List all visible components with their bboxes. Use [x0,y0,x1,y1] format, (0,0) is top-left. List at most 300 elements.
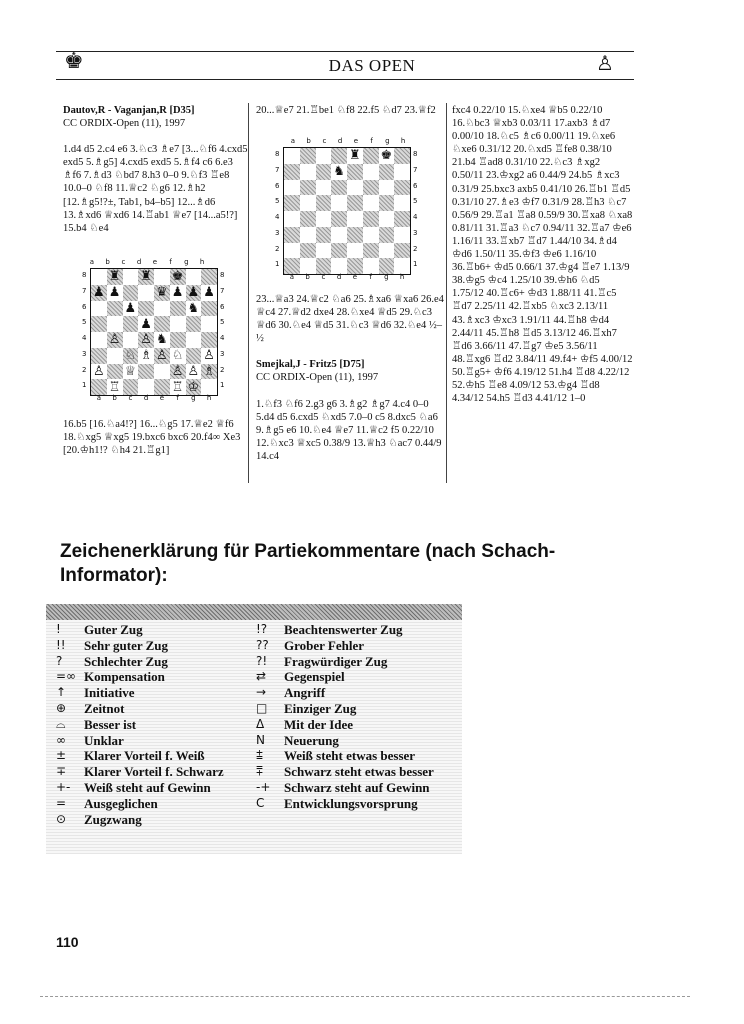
board-square [363,164,379,180]
board-square [186,269,202,285]
board-square: ♙ [186,364,202,380]
legend-symbol: C [256,795,265,810]
legend-symbol: ↑ [56,685,67,700]
board-file-label: c [322,137,327,145]
board-square [316,164,332,180]
board-square: ♜ [347,148,363,164]
board-square: ♙ [170,364,186,380]
board-square [284,243,300,259]
game2-header: Smejkal,J - Fritz5 [D75] [256,359,365,371]
legend-symbol: !! [56,637,66,652]
board-square [201,301,217,317]
board-square [107,316,123,332]
legend-label: Angriff [284,685,326,701]
board-square [347,243,363,259]
board2-files-bottom [284,273,410,281]
board-square [284,180,300,196]
board-file-label: e [152,258,158,266]
board-square [107,364,123,380]
legend-row [256,654,434,670]
legend-row [256,748,434,764]
board-square [379,258,395,274]
legend-header-bar [46,604,462,620]
board-square [91,332,107,348]
board-rank-label: 7 [220,286,225,295]
legend-label: Unklar [84,732,124,748]
board-rank-label: 4 [220,334,225,342]
board-file-label: f [169,258,172,266]
board-rank-label: 8 [220,271,225,279]
legend-label: Zeitnot [84,700,125,716]
board-square [394,164,410,180]
board-square [394,180,410,196]
board-square [123,285,139,301]
column-divider [248,103,249,483]
column-1 [63,104,248,235]
column-3 [452,104,634,405]
board-file-label: b [112,394,117,402]
legend-label: Initiative [84,685,135,701]
board-square [347,180,363,196]
legend-symbol: ⊙ [56,811,67,826]
column-divider [446,103,447,483]
board-square: ♖ [107,379,123,395]
board-square: ♟ [107,285,123,301]
board-square [394,243,410,259]
board-square [347,195,363,211]
legend-label: Schlechter Zug [84,653,168,669]
board-square [300,258,316,274]
board-square [154,269,170,285]
board-square [363,148,379,164]
board-rank-label: 4 [82,334,87,342]
board-square [123,269,139,285]
footer-rule [40,996,690,997]
legend-symbol: N [256,732,265,747]
board-square [186,348,202,364]
legend-label: Fragwürdiger Zug [284,653,388,669]
board-square [170,301,186,317]
legend-symbol: ⇄ [256,669,267,684]
legend-symbol: ⩱ [256,764,264,779]
board-square [170,332,186,348]
board-square [138,379,154,395]
board-square [363,180,379,196]
board-square [331,227,347,243]
legend-label: Mit der Idee [284,716,354,732]
board-file-label: g [385,137,390,145]
board-square [331,195,347,211]
board-square [316,227,332,243]
legend-label: Einziger Zug [284,700,357,716]
board-square: ♙ [107,332,123,348]
legend-label: Zugzwang [84,811,142,827]
board-square [316,211,332,227]
board-file-label: c [321,273,326,281]
board-rank-label: 5 [82,318,87,327]
board-file-label: g [184,258,189,266]
black-king-icon: ♚ [64,49,84,74]
column-2 [256,104,444,117]
board-square [300,195,316,211]
board-square [347,258,363,274]
board-file-label: d [143,394,149,402]
legend-label: Guter Zug [84,622,143,637]
legend-symbol: ⊕ [56,700,67,715]
board-square [379,211,395,227]
legend-row [256,733,434,749]
game-event: CC ORDIX-Open (11), 1997 [63,118,186,130]
game-header: Dautov,R - Vaganjan,R [D35] [63,105,195,116]
chess-diagram-1 [90,268,218,396]
game-moves: 1.d4 d5 2.c4 e6 3.♘c3 ♗e7 [3...♘f6 4.cxd5 exd5 5.♗g5] 4.cxd5 exd5 5.♗f4 c6 6.e3 ♗f6 7.♗d3 ♘bd7 8.h3 0–0 9.♘f3 ♖e8 10.0–0 ♘f8 11.♕c2 ♘g6 12.♗h2 [12.♗g5!?±, Tab1, b4–b5] 12...♗d6 13.♗xd6 ♕xd6 14.♖ab1 ♕e7 [14...a5!?] 15.b4 ♘e4 [63,144,248,234]
board-file-label: e [352,273,358,281]
column-2-continued [256,293,444,463]
legend-row [256,638,434,654]
board-square [154,316,170,332]
board-square [394,195,410,211]
board-square [138,364,154,380]
board-square [347,164,363,180]
board-file-label: f [176,394,179,402]
board-rank-label: 2 [82,365,87,374]
board-square [138,301,154,317]
board-rank-label: 5 [275,197,280,206]
board-file-label: d [136,258,142,266]
legend-label: Entwicklungsvorsprung [284,795,418,811]
legend-row [256,764,434,780]
board-square [316,180,332,196]
board-square: ♟ [186,285,202,301]
board-square [186,332,202,348]
board-square: ♟ [123,301,139,317]
board-rank-label: 3 [275,228,280,237]
legend-symbol: ∓ [56,764,67,779]
game-moves-continued: 16.b5 [16.♘a4!?] 16...♘g5 17.♕e2 ♕f6 18.♘xg5 ♕xg5 19.bxc6 bxc6 20.f4∞ Xe3 [20.♔h1!? ♘h4 21.♖g1] [63,419,241,457]
board-square: ♔ [186,379,202,395]
board-file-label: a [96,394,102,402]
board-rank-label: 4 [413,213,418,221]
legend-row [56,796,224,812]
board-square [300,164,316,180]
legend-row [56,748,224,764]
legend-row [256,717,434,733]
column-1-continued [63,418,248,457]
board-square: ♙ [91,364,107,380]
white-pawn-icon: ♙ [596,51,614,75]
board-square [154,379,170,395]
board-rank-label: 6 [275,181,280,190]
board-square: ♛ [154,285,170,301]
board-rank-label: 7 [413,165,418,174]
board1-ranks-right [220,268,224,394]
legend-symbol: Δ [256,716,265,731]
board-square: ♙ [154,348,170,364]
legend-label: Weiß steht auf Gewinn [84,779,211,795]
board2-ranks-left [275,147,279,273]
board-square: ♙ [138,332,154,348]
board-square [363,211,379,227]
legend-row [256,701,434,717]
header-top-rule [56,51,634,52]
page-number: 110 [56,934,79,950]
legend-row [56,733,224,749]
legend-row [56,764,224,780]
legend-symbol: ? [56,653,63,668]
board-file-label: b [305,273,310,281]
legend-symbol: ⌓ [56,716,66,731]
board-square [331,243,347,259]
board-square [300,227,316,243]
legend-label: Besser ist [84,716,137,732]
legend-label: Sehr guter Zug [84,637,169,653]
board-rank-label: 6 [82,302,87,311]
board-square [91,379,107,395]
board-square [201,379,217,395]
board-square: ♞ [154,332,170,348]
board-square [107,348,123,364]
board1-files-bottom [91,394,217,402]
legend-symbol: ± [56,748,67,763]
board-square [394,211,410,227]
game-moves-continued: 23...♕a3 24.♕c2 ♘a6 25.♗xa6 ♕xa6 26.e4 ♕c4 27.♕d2 dxe4 28.♘xe4 ♕d5 29.♘c3 ♕d6 30.♘e4 ♕d5 31.♘c3 ♕d6 32.♘e4 ½–½ [256,294,444,345]
legend-row [56,685,224,701]
legend-label: Ausgeglichen [84,795,158,811]
legend-row [256,796,434,812]
game2-moves-continued: fxc4 0.22/10 15.♘xe4 ♕b5 0.22/10 16.♘bc3 ♕xb3 0.03/11 17.axb3 ♗d7 0.00/10 18.♘c5 ♗c6 0.00/11 19.♘xe6 ♘xe6 0.31/12 20.♘xd5 ♖fe8 0.38/10 21.b4 ♖ad8 0.31/10 22.♘c3 ♗xg2 0.50/11 23.♔xg2 a6 0.44/9 24.b5 ♗xc3 0.31/9 25.bxc3 axb5 0.41/10 26.♖b1 ♖d5 0.31/10 27.♗e3 ♔f7 0.31/9 28.♖h3 ♘c7 0.56/9 29.♖a1 ♖a8 0.59/9 30.♖xa8 ♘xa8 0.81/11 31.♖a3 ♘c7 0.94/11 32.♖a7 ♔e6 1.16/11 33.♖xb7 ♖d7 1.44/10 34.♗d4 ♔d6 1.50/11 35.♔f3 ♔e6 1.16/10 36.♖b6+ ♔d5 0.66/1 37.♔g4 ♖e7 1.13/9 38.♔g5 ♔c4 1.25/10 39.♔h6 ♘d5 1.75/12 40.♖c6+ ♔d3 1.88/11 41.♖c5 ♖d7 2.25/11 42.♖xb5 ♘xc3 2.13/11 43.♗xc3 ♔xc3 1.91/11 44.♖h8 ♔d4 2.44/11 45.♖h8 ♖d5 3.13/12 46.♖xh7 ♖d6 3.66/11 47.♖g7 ♔e5 3.56/11 48.♖xg6 ♖d2 3.84/11 49.f4+ ♔f5 4.00/12 50.♖g5+ ♔f6 4.19/12 51.h4 ♖d8 4.22/12 52.♔h5 ♖e8 4.09/12 53.♔g4 ♖d8 4.34/12 54.h5 ♖d3 4.41/12 1–0 [452,105,633,405]
board-square [284,148,300,164]
legend-label: Klarer Vorteil f. Weiß [84,748,205,764]
board-file-label: g [384,273,389,281]
board-file-label: f [369,273,372,281]
board-square: ♜ [107,269,123,285]
board-rank-label: 6 [220,302,225,311]
board-rank-label: 7 [82,286,87,295]
legend-row [56,654,224,670]
board-rank-label: 1 [220,381,225,390]
board-square [91,269,107,285]
game2-moves: 1.♘f3 ♘f6 2.g3 g6 3.♗g2 ♗g7 4.c4 0–0 5.d4 d5 6.cxd5 ♘xd5 7.0–0 c5 8.dxc5 ♘a6 9.♗g5 e6 10.♘e4 ♕e7 11.♕c2 f5 0.22/10 12.♘xc3 ♕xc5 0.38/9 13.♕h3 ♘ac7 0.44/9 14.c4 [256,398,442,462]
board-square [316,195,332,211]
legend-row [56,701,224,717]
board-rank-label: 3 [220,349,225,358]
board-file-label: h [400,137,406,145]
board-file-label: b [105,258,110,266]
legend-list-left [56,622,224,827]
board-file-label: h [399,273,405,281]
board-square [379,243,395,259]
board-file-label: e [159,394,165,402]
board-square: ♟ [138,316,154,332]
board-square [123,316,139,332]
board-file-label: e [353,137,359,145]
board-square: ♞ [331,164,347,180]
board-square: ♖ [170,379,186,395]
board2-files-top [285,137,411,145]
board-file-label: c [128,394,133,402]
board-square [154,301,170,317]
legend-label: Beachtenswerter Zug [284,622,403,637]
board-square [170,316,186,332]
board-square: ♟ [201,285,217,301]
board-square [201,316,217,332]
legend-label: Gegenspiel [284,669,345,685]
board-square: ♜ [138,269,154,285]
legend-label: Weiß steht etwas besser [284,748,416,764]
chess-diagram-2 [283,147,411,275]
legend-label: Grober Fehler [284,637,365,653]
board-file-label: d [336,273,342,281]
board-square: ♘ [123,348,139,364]
board-square [394,258,410,274]
board-file-label: b [306,137,311,145]
legend-row [256,622,434,638]
board-file-label: g [191,394,196,402]
legend-symbol: ?? [256,637,269,652]
legend-symbol: -+ [256,779,271,794]
board-square [300,148,316,164]
board-file-label: a [290,137,296,145]
legend-row [56,812,224,828]
board-square [331,258,347,274]
board-square: ♟ [170,285,186,301]
board-square [331,148,347,164]
board1-files-top [84,258,210,266]
board-square [123,332,139,348]
legend-label: Schwarz steht auf Gewinn [284,779,430,795]
board-square [379,227,395,243]
legend-symbol: ?! [256,653,268,668]
board-file-label: d [337,137,343,145]
board-square: ♙ [201,348,217,364]
board-square [394,148,410,164]
board-square: ♟ [91,285,107,301]
board-square [201,269,217,285]
board-rank-label: 3 [82,349,87,358]
board-square [284,258,300,274]
board1-ranks-left [82,268,86,394]
legend-symbol: !? [256,622,268,636]
board-square [316,258,332,274]
legend-row [256,669,434,685]
board-square [284,164,300,180]
board-square: ♞ [186,301,202,317]
board-square [91,301,107,317]
board-rank-label: 8 [275,150,280,158]
board-square: ♗ [138,348,154,364]
board-rank-label: 8 [413,150,418,158]
header-bottom-rule [56,79,634,80]
legend-row [56,638,224,654]
board-square [107,301,123,317]
board-square [300,180,316,196]
legend-row [56,717,224,733]
legend-row [56,669,224,685]
legend-list-right [256,622,434,812]
board2-ranks-right [413,147,417,273]
board-file-label: h [206,394,212,402]
board-square [91,316,107,332]
legend-label: Kompensation [84,669,165,685]
legend-symbol: =∞ [56,669,77,684]
board-file-label: c [121,258,126,266]
legend-symbol: +- [56,779,71,794]
legend-symbol: → [256,685,267,700]
board-rank-label: 1 [413,260,418,269]
legend-row [256,685,434,701]
legend-symbol: = [56,795,67,810]
board-file-label: f [370,137,373,145]
board-square [363,227,379,243]
board-rank-label: 2 [413,244,418,253]
board-square [284,211,300,227]
legend-symbol: ∞ [56,732,66,747]
legend-symbol: ⩲ [256,748,264,763]
board-square [284,195,300,211]
board-rank-label: 8 [82,271,87,279]
running-header-title: DAS OPEN [328,56,416,75]
board-square [379,180,395,196]
board-square [300,243,316,259]
legend-row [56,780,224,796]
board-square [284,227,300,243]
board-file-label: h [199,258,205,266]
board-square [300,211,316,227]
board-square [154,364,170,380]
game-moves: 20...♕e7 21.♖be1 ♘f8 22.f5 ♘d7 23.♕f2 [256,105,436,116]
board-square [347,211,363,227]
board-file-label: a [89,258,95,266]
board-square: ♚ [379,148,395,164]
board-rank-label: 3 [413,228,418,237]
board-rank-label: 5 [220,318,225,327]
legend-row [256,780,434,796]
board-square: ♗ [201,364,217,380]
board-square [331,180,347,196]
board-square [123,379,139,395]
legend-symbol: □ [256,700,268,715]
board-rank-label: 2 [275,244,280,253]
board-square [347,227,363,243]
legend-symbol: ! [56,622,61,636]
board-square [363,258,379,274]
board-square: ♘ [170,348,186,364]
board-file-label: a [289,273,295,281]
board-square [316,148,332,164]
board-square [91,348,107,364]
legend-row [56,622,224,638]
board-rank-label: 1 [275,260,280,269]
board-rank-label: 5 [413,197,418,206]
board-rank-label: 2 [220,365,225,374]
board-square [363,243,379,259]
board-square [201,332,217,348]
board-square [186,316,202,332]
board-rank-label: 6 [413,181,418,190]
legend-title: Zeichenerklärung für Partiekommentare (nach Schach-Informator): [60,541,556,586]
legend-label: Neuerung [284,732,339,748]
board-square [331,211,347,227]
board-square: ♕ [123,364,139,380]
legend-label: Klarer Vorteil f. Schwarz [84,764,224,780]
board-square [138,285,154,301]
board-square [379,164,395,180]
game2-event: CC ORDIX-Open (11), 1997 [256,372,379,384]
board-square [394,227,410,243]
board-square [316,243,332,259]
legend-label: Schwarz steht etwas besser [284,764,434,780]
board-square [363,195,379,211]
